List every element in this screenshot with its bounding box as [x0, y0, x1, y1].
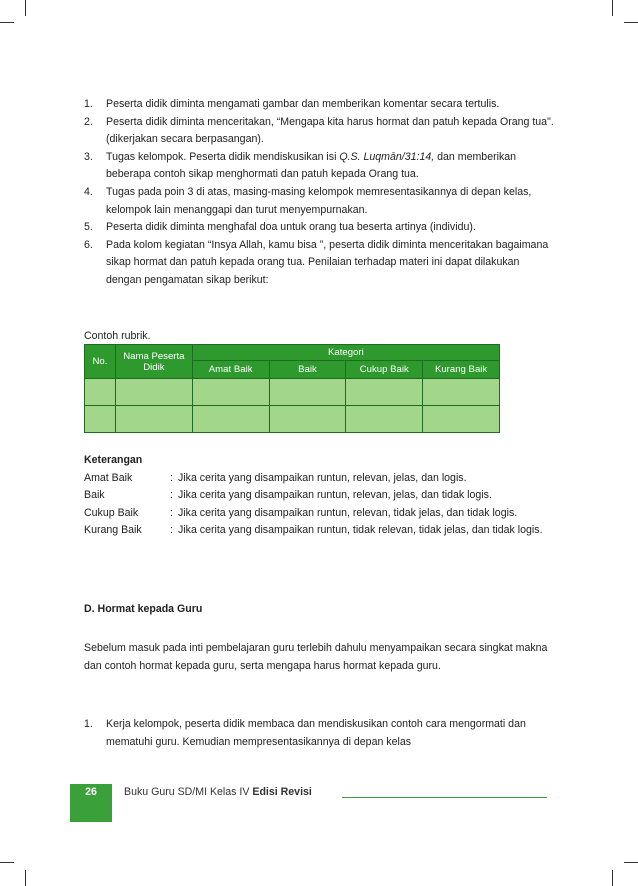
crop-mark — [624, 22, 638, 23]
crop-mark — [0, 862, 14, 863]
table-cell — [192, 379, 269, 406]
edition-label: Edisi Revisi — [252, 786, 312, 798]
table-cell — [192, 406, 269, 433]
table-cell — [346, 406, 423, 433]
keterangan-row: Kurang Baik : Jika cerita yang disampaikan runtun, tidak relevan, tidak jelas, dan tidak logis. — [84, 524, 543, 537]
list-item: 2. Peserta didik diminta menceritakan, “Mengapa kita harus hormat dan patuh kepada Orang tua". (dikerjakan secara berpasangan). — [84, 115, 554, 146]
page-number: 26 — [85, 786, 97, 798]
keterangan-section — [84, 452, 554, 540]
crop-mark — [612, 870, 613, 886]
list-item: 4. Tugas pada poin 3 di atas, masing-masing kelompok memresentasikannya di depan kelas, kelompok lain menanggapi dan turut menyempurnakan. — [84, 185, 532, 216]
section-paragraph: Sebelum masuk pada inti pembelajaran guru terlebih dahulu menyampaikan secara singkat makna dan contoh hormat kepada guru, serta mengapa harus hormat kepada guru. — [84, 642, 548, 672]
list-item: 1. Peserta didik diminta mengamati gambar dan memberikan komentar secara tertulis. — [84, 98, 500, 110]
table-cell — [346, 379, 423, 406]
rubric-title: Contoh rubrik. — [84, 330, 151, 342]
crop-mark — [25, 870, 26, 886]
footer-rule — [342, 797, 547, 798]
category-header: Cukup Baik — [346, 361, 423, 379]
category-header: Kurang Baik — [423, 361, 500, 379]
table-cell — [423, 406, 500, 433]
list-item: 3. Tugas kelompok. Peserta didik mendiskusikan isi Q.S. Luqmān/31:14, dan memberikan beberapa contoh sikap menghormati dan patuh kepada Orang tua. — [84, 150, 517, 181]
table-cell — [115, 406, 192, 433]
crop-mark — [624, 862, 638, 863]
crop-mark — [0, 22, 14, 23]
section-steps — [84, 716, 554, 751]
crop-mark — [25, 0, 26, 16]
table-row — [85, 379, 500, 406]
table-cell — [269, 406, 346, 433]
book-title: Buku Guru SD/MI Kelas IV Edisi Revisi — [124, 786, 312, 798]
category-header: Amat Baik — [192, 361, 269, 379]
table-cell — [269, 379, 346, 406]
quran-reference: Q.S. Luqmān/31:14, — [339, 150, 435, 163]
list-item: 5. Peserta didik diminta menghafal doa untuk orang tua beserta artinya (individu). — [84, 221, 476, 234]
rubric-table — [84, 344, 500, 433]
list-item: 1. Kerja kelompok, peserta didik membaca dan mendiskusikan contoh cara mengormati dan mematuhi guru. Kemudian mempresentasikannya di depan kelas — [84, 718, 526, 748]
keterangan-row: Cukup Baik : Jika cerita yang disampaikan runtun, relevan, tidak jelas, dan tidak logis. — [84, 506, 518, 519]
table-row — [85, 406, 500, 433]
table-cell — [423, 379, 500, 406]
column-header-no: No. — [85, 345, 116, 379]
keterangan-row: Amat Baik : Jika cerita yang disampaikan runtun, relevan, jelas, dan logis. — [84, 471, 467, 484]
list-item: 6. Pada kolom kegiatan “Insya Allah, kamu bisa ”, peserta didik diminta menceritakan bagaimana sikap hormat dan patuh kepada orang tua. Penilaian terhadap materi ini dapat dilakukan dengan pengamatan sikap berikut: — [84, 238, 549, 286]
column-header-category: Kategori — [192, 345, 499, 361]
category-header: Baik — [269, 361, 346, 379]
keterangan-row: Baik : Jika cerita yang disampaikan runtun, relevan, jelas, dan tidak logis. — [84, 489, 492, 502]
table-cell — [85, 406, 116, 433]
table-cell — [115, 379, 192, 406]
column-header-name: Nama Peserta Didik — [115, 345, 192, 379]
table-cell — [85, 379, 116, 406]
section-heading: D. Hormat kepada Guru — [84, 603, 203, 615]
keterangan-title: Keterangan — [84, 454, 143, 466]
crop-mark — [612, 0, 613, 16]
activity-steps — [84, 96, 554, 290]
